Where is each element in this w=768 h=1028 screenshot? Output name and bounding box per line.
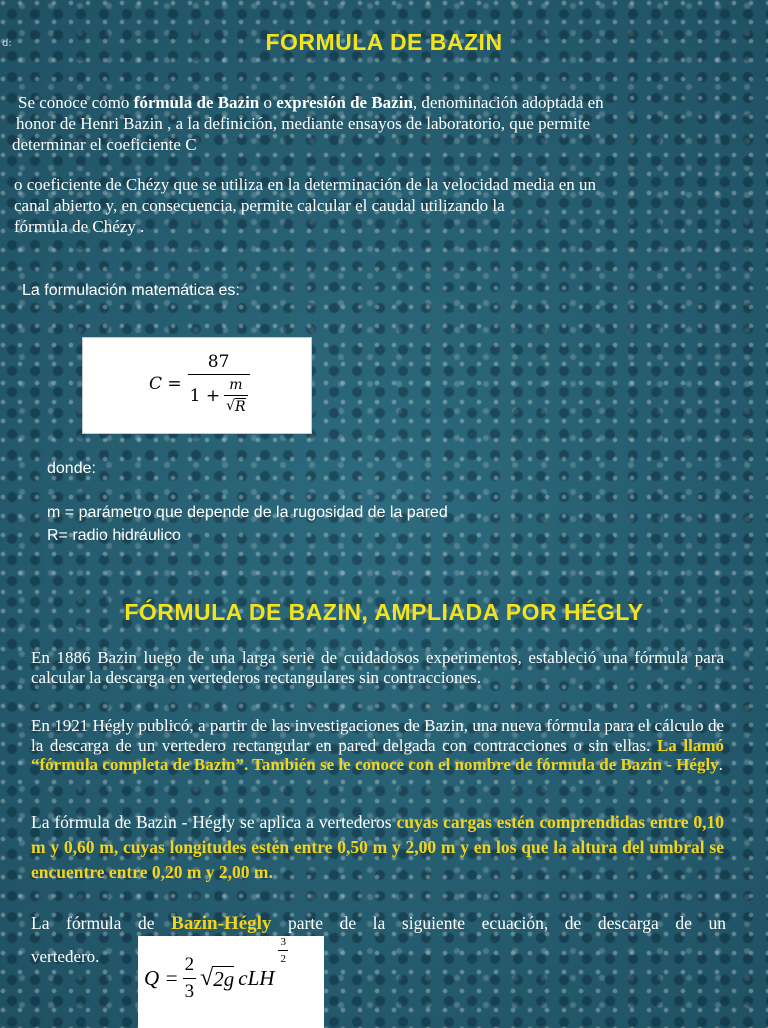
exponent-fraction <box>278 936 288 965</box>
paragraph-application <box>31 810 724 885</box>
intro-text: Se conoce como <box>18 93 134 112</box>
intro-line: canal abierto y, en consecuencia, permite calcular el caudal utilizando la <box>14 196 505 215</box>
formula-numerator: 2 <box>184 954 195 975</box>
highlight-text: Bazin-Hégly <box>171 913 272 934</box>
paragraph-text: La fórmula de Bazin - Hégly se aplica a vertederos <box>31 812 397 832</box>
paragraph-1921 <box>31 716 724 775</box>
bazin-hegly-formula-box <box>138 936 324 1028</box>
formula-lhs: Q = <box>144 966 179 990</box>
formula-numerator: 87 <box>207 352 230 372</box>
where-label: donde: <box>47 460 96 477</box>
paragraph-text: parte de la siguiente ecuación, de descarga de un <box>271 913 726 933</box>
bazin-formula <box>149 352 250 415</box>
bazin-formula-box <box>82 337 312 434</box>
formula-fraction <box>183 954 197 1003</box>
formulation-label: La formulación matemática es: <box>22 282 240 299</box>
exponent-denominator: 2 <box>278 950 288 965</box>
radicand: R <box>235 399 246 415</box>
paragraph-1886: En 1886 Bazin luego de una larga serie de cuidadosos experimentos, estableció una fórmula para calcular la descarga en vertederos rectangulares sin contracciones. <box>31 648 724 687</box>
definition-R: R= radio hidráulico <box>47 527 181 544</box>
intro-paragraph-1 <box>12 92 756 155</box>
paragraph-text: . <box>718 755 723 774</box>
page-title: FORMULA DE BAZIN <box>265 29 503 55</box>
sqrt-symbol: √ <box>200 965 214 991</box>
inner-fraction <box>224 377 247 415</box>
exponent-numerator: 3 <box>280 936 286 948</box>
formula-rest: cLH <box>238 966 275 990</box>
term-formula-bazin: fórmula de Bazin <box>133 93 260 112</box>
term-expresion-bazin: expresión de Bazin <box>276 93 413 112</box>
bazin-hegly-formula <box>144 936 288 1003</box>
highlight-text: cuyas cargas estén comprendidas entre 0,10 m y 0,60 m, cuyas longitudes estén entre 0,50 m y 2,00 m y en los que la altura del umbral se encuentre entre 0,20 m y 2,00 m. <box>31 812 724 882</box>
corner-mark: d: <box>2 38 12 49</box>
paragraph-text: La fórmula de <box>31 913 172 933</box>
section-title: FÓRMULA DE BAZIN, AMPLIADA POR HÉGLY <box>124 599 644 625</box>
sqrt-symbol: √ <box>226 398 236 414</box>
formula-fraction <box>188 352 250 415</box>
paragraph-equation-intro <box>31 912 726 935</box>
radicand: 2g <box>213 967 235 991</box>
definition-m: m = parámetro que depende de la rugosidad de la pared <box>47 504 448 521</box>
highlight-text: La llamó “fórmula completa de Bazin”. También se le conoce con el nombre de fórmula de Bazin - Hégly <box>31 735 724 774</box>
inner-numerator: m <box>229 377 243 393</box>
formula-denominator <box>188 374 250 415</box>
inner-denominator <box>224 395 247 415</box>
intro-line: fórmula de Chézy . <box>14 217 145 236</box>
intro-text: o <box>259 93 277 112</box>
formula-denominator: 3 <box>183 978 197 1003</box>
paragraph-equation-intro-end: vertedero. <box>31 947 100 966</box>
intro-line: o coeficiente de Chézy que se utiliza en la determinación de la velocidad media en un <box>14 175 597 194</box>
intro-paragraph-2 <box>14 174 759 237</box>
intro-text: , denominación adoptada en <box>412 93 604 112</box>
den-prefix: 1 + <box>189 386 221 406</box>
paragraph-text: En 1921 Hégly publicó, a partir de las investigaciones de Bazin, una nueva fórmula para el cálculo de la descarga de un vertedero rectangular en pared delgada con contracciones o sin ellas. <box>31 716 724 755</box>
sqrt-term <box>200 965 234 992</box>
formula-lhs: C = <box>149 373 182 394</box>
intro-line: determinar el coeficiente C <box>12 135 197 154</box>
intro-line: honor de Henri Bazin , a la definición, mediante ensayos de laboratorio, que permite <box>16 114 591 133</box>
